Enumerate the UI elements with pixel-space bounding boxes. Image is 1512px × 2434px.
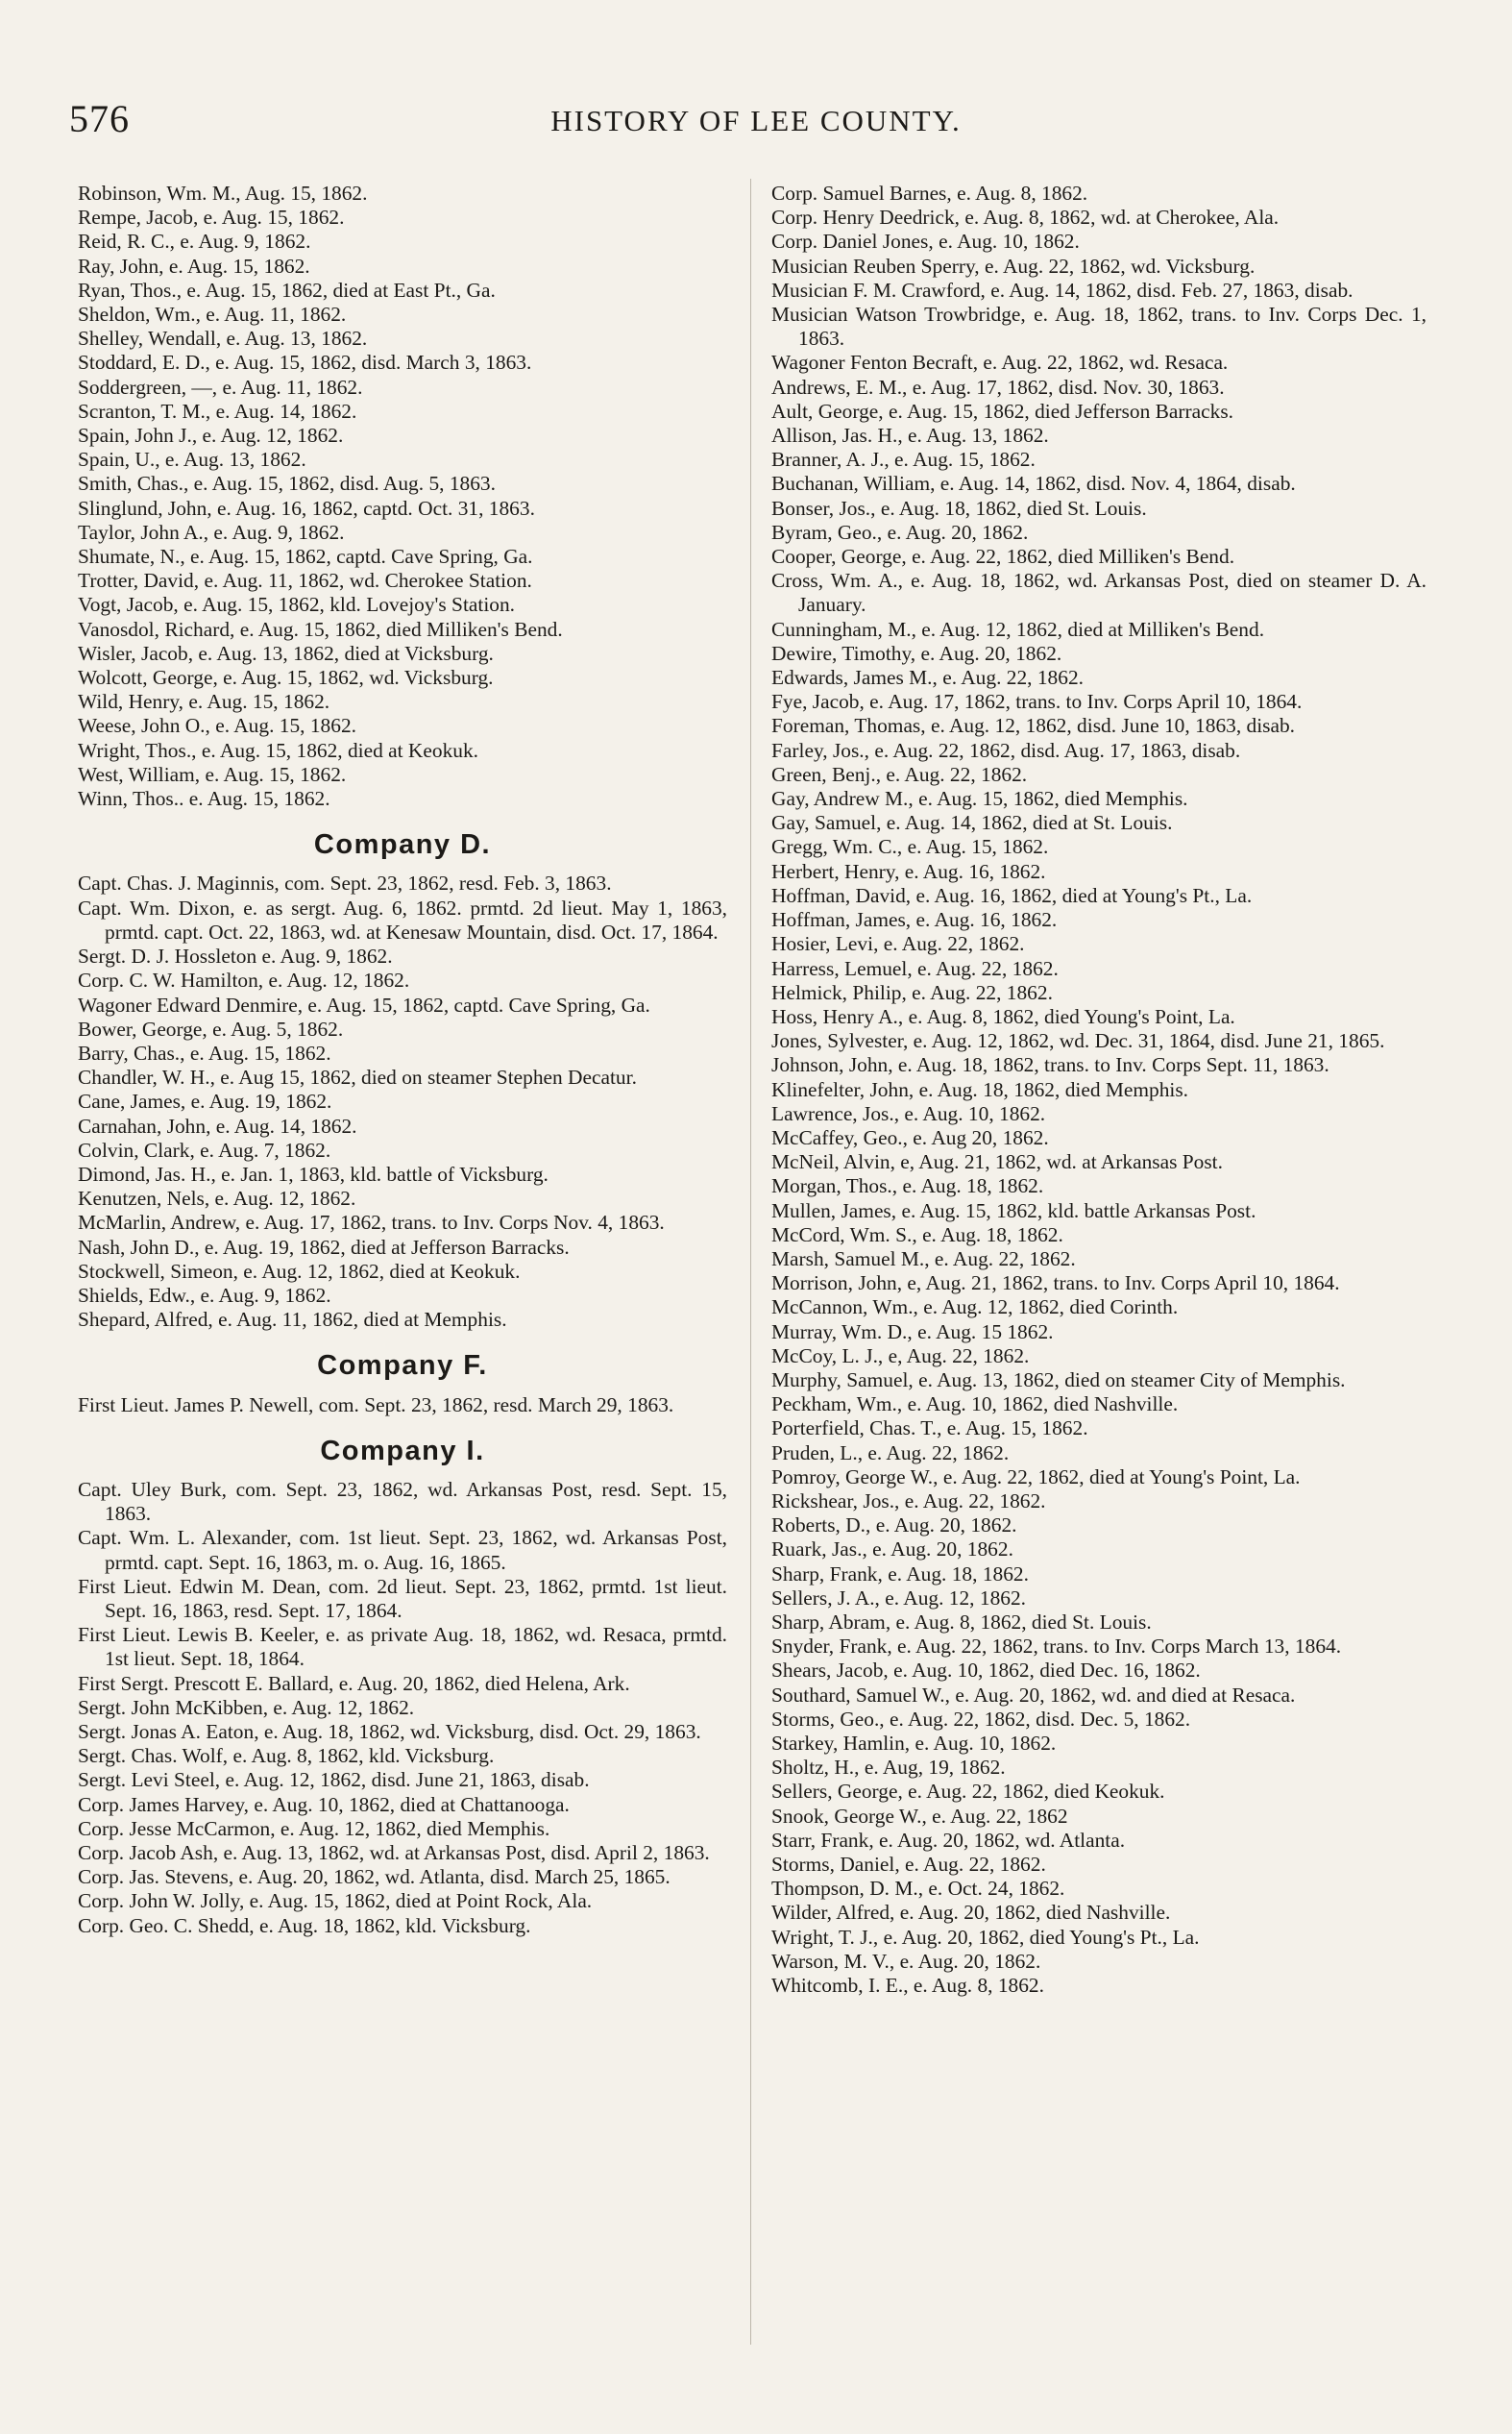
- company-f-roster: [78, 1393, 727, 1417]
- roster-entry: Southard, Samuel W., e. Aug. 20, 1862, wd. and died at Resaca.: [771, 1683, 1296, 1707]
- roster-entry: Cane, James, e. Aug. 19, 1862.: [78, 1090, 332, 1114]
- roster-entry: Ryan, Thos., e. Aug. 15, 1862, died at East Pt., Ga.: [78, 278, 496, 302]
- roster-entry: Wright, T. J., e. Aug. 20, 1862, died Young's Pt., La.: [771, 1925, 1200, 1949]
- roster-entry: Sergt. John McKibben, e. Aug. 12, 1862.: [78, 1695, 415, 1719]
- roster-entry: Shepard, Alfred, e. Aug. 11, 1862, died at Memphis.: [78, 1308, 507, 1332]
- roster-entry: Roberts, D., e. Aug. 20, 1862.: [771, 1513, 1017, 1537]
- roster-entry: Starkey, Hamlin, e. Aug. 10, 1862.: [771, 1732, 1057, 1755]
- roster-entry: Musician F. M. Crawford, e. Aug. 14, 1862, disd. Feb. 27, 1863, disab.: [771, 278, 1353, 302]
- roster-entry: Whitcomb, I. E., e. Aug. 8, 1862.: [771, 1974, 1044, 1998]
- roster-entry: Storms, Geo., e. Aug. 22, 1862, disd. Dec. 5, 1862.: [771, 1707, 1191, 1731]
- roster-entry: Byram, Geo., e. Aug. 20, 1862.: [771, 520, 1029, 544]
- roster-entry: Stockwell, Simeon, e. Aug. 12, 1862, died at Keokuk.: [78, 1259, 521, 1283]
- roster-entry: Starr, Frank, e. Aug. 20, 1862, wd. Atlanta.: [771, 1828, 1126, 1852]
- roster-entry: McMarlin, Andrew, e. Aug. 17, 1862, trans. to Inv. Corps Nov. 4, 1863.: [78, 1211, 665, 1235]
- roster-entry: Bower, George, e. Aug. 5, 1862.: [78, 1017, 344, 1041]
- roster-entry: Porterfield, Chas. T., e. Aug. 15, 1862.: [771, 1416, 1088, 1440]
- roster-entry: McCoy, L. J., e, Aug. 22, 1862.: [771, 1343, 1030, 1367]
- roster-entry: Farley, Jos., e. Aug. 22, 1862, disd. Aug. 17, 1863, disab.: [771, 738, 1241, 762]
- roster-entry: Marsh, Samuel M., e. Aug. 22, 1862.: [771, 1246, 1076, 1270]
- roster-entry: Cooper, George, e. Aug. 22, 1862, died Milliken's Bend.: [771, 545, 1235, 569]
- left-column: [78, 182, 727, 1938]
- company-f-heading: Company F.: [317, 1350, 488, 1382]
- roster-entry: Warson, M. V., e. Aug. 20, 1862.: [771, 1949, 1041, 1973]
- roster-entry: Hoss, Henry A., e. Aug. 8, 1862, died Young's Point, La.: [771, 1004, 1235, 1028]
- roster-entry: Wagoner Edward Denmire, e. Aug. 15, 1862, captd. Cave Spring, Ga.: [78, 993, 650, 1017]
- roster-entry: Ault, George, e. Aug. 15, 1862, died Jefferson Barracks.: [771, 399, 1233, 423]
- roster-entry: Branner, A. J., e. Aug. 15, 1862.: [771, 448, 1036, 472]
- roster-entry: Smith, Chas., e. Aug. 15, 1862, disd. Aug. 5, 1863.: [78, 472, 496, 496]
- roster-entry: Helmick, Philip, e. Aug. 22, 1862.: [771, 980, 1053, 1004]
- roster-entry: Sergt. Jonas A. Eaton, e. Aug. 18, 1862, wd. Vicksburg, disd. Oct. 29, 1863.: [78, 1719, 701, 1743]
- roster-entry: First Lieut. Edwin M. Dean, com. 2d lieut. Sept. 23, 1862, prmtd. 1st lieut. Sept. 16, 1863, resd. Sept. 17, 1864.: [78, 1574, 727, 1622]
- roster-entry: Pomroy, George W., e. Aug. 22, 1862, died at Young's Point, La.: [771, 1464, 1301, 1488]
- roster-entry: Scranton, T. M., e. Aug. 14, 1862.: [78, 399, 357, 423]
- roster-entry: Snook, George W., e. Aug. 22, 1862: [771, 1804, 1068, 1828]
- roster-entry: Ray, John, e. Aug. 15, 1862.: [78, 254, 310, 278]
- roster-entry: Capt. Wm. L. Alexander, com. 1st lieut. Sept. 23, 1862, wd. Arkansas Post, prmtd. capt. Sept. 16, 1863, m. o. Aug. 16, 1865.: [78, 1526, 727, 1574]
- roster-entry: Corp. Jesse McCarmon, e. Aug. 12, 1862, died Memphis.: [78, 1816, 550, 1840]
- roster-entry: Shumate, N., e. Aug. 15, 1862, captd. Cave Spring, Ga.: [78, 545, 533, 569]
- roster-entry: Wild, Henry, e. Aug. 15, 1862.: [78, 690, 330, 714]
- roster-entry: Murray, Wm. D., e. Aug. 15 1862.: [771, 1319, 1054, 1343]
- column-rule: [750, 179, 751, 2345]
- roster-entry: Musician Watson Trowbridge, e. Aug. 18, 1862, trans. to Inv. Corps Dec. 1, 1863.: [771, 303, 1427, 351]
- roster-entry: Hosier, Levi, e. Aug. 22, 1862.: [771, 932, 1025, 956]
- roster-entry: Vanosdol, Richard, e. Aug. 15, 1862, died Milliken's Bend.: [78, 617, 563, 641]
- roster-entry: Wilder, Alfred, e. Aug. 20, 1862, died Nashville.: [771, 1901, 1171, 1925]
- roster-entry: Musician Reuben Sperry, e. Aug. 22, 1862, wd. Vicksburg.: [771, 254, 1256, 278]
- company-i-roster-continued: [771, 182, 1427, 1998]
- roster-entry: Corp. C. W. Hamilton, e. Aug. 12, 1862.: [78, 969, 410, 993]
- roster-entry: Kenutzen, Nels, e. Aug. 12, 1862.: [78, 1187, 356, 1211]
- roster-entry: Sergt. Levi Steel, e. Aug. 12, 1862, disd. June 21, 1863, disab.: [78, 1768, 590, 1792]
- roster-entry: Gay, Andrew M., e. Aug. 15, 1862, died Memphis.: [771, 787, 1188, 811]
- roster-entry: Stoddard, E. D., e. Aug. 15, 1862, disd. March 3, 1863.: [78, 351, 532, 375]
- roster-entry: Dewire, Timothy, e. Aug. 20, 1862.: [771, 641, 1062, 665]
- roster-entry: Slinglund, John, e. Aug. 16, 1862, captd. Oct. 31, 1863.: [78, 496, 535, 520]
- roster-entry: Edwards, James M., e. Aug. 22, 1862.: [771, 666, 1084, 690]
- roster-entry: Wagoner Fenton Becraft, e. Aug. 22, 1862, wd. Resaca.: [771, 351, 1229, 375]
- roster-entry: Green, Benj., e. Aug. 22, 1862.: [771, 762, 1028, 786]
- roster-entry: Herbert, Henry, e. Aug. 16, 1862.: [771, 859, 1046, 883]
- roster-entry: West, William, e. Aug. 15, 1862.: [78, 762, 347, 786]
- roster-entry: Corp. Jacob Ash, e. Aug. 13, 1862, wd. at Arkansas Post, disd. April 2, 1863.: [78, 1841, 710, 1864]
- roster-entry: Dimond, Jas. H., e. Jan. 1, 1863, kld. battle of Vicksburg.: [78, 1162, 549, 1186]
- roster-entry: Murphy, Samuel, e. Aug. 13, 1862, died on steamer City of Memphis.: [771, 1367, 1346, 1391]
- continued-roster: [78, 182, 727, 811]
- roster-entry: Cross, Wm. A., e. Aug. 18, 1862, wd. Arkansas Post, died on steamer D. A. January.: [771, 569, 1427, 617]
- roster-entry: Corp. Geo. C. Shedd, e. Aug. 18, 1862, kld. Vicksburg.: [78, 1913, 531, 1937]
- roster-entry: Snyder, Frank, e. Aug. 22, 1862, trans. to Inv. Corps March 13, 1864.: [771, 1635, 1342, 1659]
- roster-entry: Bonser, Jos., e. Aug. 18, 1862, died St. Louis.: [771, 496, 1147, 520]
- roster-entry: First Lieut. Lewis B. Keeler, e. as private Aug. 18, 1862, wd. Resaca, prmtd. 1st lieut. Sept. 18, 1864.: [78, 1623, 727, 1671]
- roster-entry: Morrison, John, e, Aug. 21, 1862, trans. to Inv. Corps April 10, 1864.: [771, 1271, 1340, 1295]
- roster-entry: Trotter, David, e. Aug. 11, 1862, wd. Cherokee Station.: [78, 569, 532, 593]
- roster-entry: Nash, John D., e. Aug. 19, 1862, died at Jefferson Barracks.: [78, 1235, 570, 1259]
- roster-entry: Shelley, Wendall, e. Aug. 13, 1862.: [78, 327, 368, 351]
- roster-entry: Spain, U., e. Aug. 13, 1862.: [78, 448, 306, 472]
- roster-entry: Jones, Sylvester, e. Aug. 12, 1862, wd. Dec. 31, 1864, disd. June 21, 1865.: [771, 1029, 1385, 1053]
- roster-entry: Cunningham, M., e. Aug. 12, 1862, died at Milliken's Bend.: [771, 617, 1265, 641]
- roster-entry: Thompson, D. M., e. Oct. 24, 1862.: [771, 1877, 1065, 1901]
- roster-entry: Johnson, John, e. Aug. 18, 1862, trans. to Inv. Corps Sept. 11, 1863.: [771, 1053, 1329, 1077]
- roster-entry: Andrews, E. M., e. Aug. 17, 1862, disd. Nov. 30, 1863.: [771, 375, 1225, 399]
- roster-entry: First Sergt. Prescott E. Ballard, e. Aug. 20, 1862, died Helena, Ark.: [78, 1671, 630, 1695]
- roster-entry: Corp. Daniel Jones, e. Aug. 10, 1862.: [771, 230, 1080, 254]
- running-head: HISTORY OF LEE COUNTY.: [550, 104, 962, 137]
- roster-entry: Sharp, Abram, e. Aug. 8, 1862, died St. Louis.: [771, 1610, 1152, 1634]
- roster-entry: Wright, Thos., e. Aug. 15, 1862, died at Keokuk.: [78, 738, 479, 762]
- roster-entry: Storms, Daniel, e. Aug. 22, 1862.: [771, 1853, 1046, 1877]
- roster-entry: Klinefelter, John, e. Aug. 18, 1862, died Memphis.: [771, 1077, 1189, 1101]
- roster-entry: Morgan, Thos., e. Aug. 18, 1862.: [771, 1174, 1044, 1198]
- roster-entry: First Lieut. James P. Newell, com. Sept. 23, 1862, resd. March 29, 1863.: [78, 1392, 674, 1416]
- roster-entry: McCaffey, Geo., e. Aug 20, 1862.: [771, 1125, 1049, 1149]
- roster-entry: Taylor, John A., e. Aug. 9, 1862.: [78, 520, 345, 544]
- roster-entry: McNeil, Alvin, e, Aug. 21, 1862, wd. at Arkansas Post.: [771, 1150, 1223, 1174]
- roster-entry: Barry, Chas., e. Aug. 15, 1862.: [78, 1041, 331, 1065]
- roster-entry: Fye, Jacob, e. Aug. 17, 1862, trans. to Inv. Corps April 10, 1864.: [771, 690, 1303, 714]
- roster-entry: Weese, John O., e. Aug. 15, 1862.: [78, 714, 356, 738]
- roster-entry: Spain, John J., e. Aug. 12, 1862.: [78, 424, 344, 448]
- roster-entry: Gay, Samuel, e. Aug. 14, 1862, died at St. Louis.: [771, 811, 1173, 835]
- roster-entry: Harress, Lemuel, e. Aug. 22, 1862.: [771, 956, 1059, 980]
- roster-entry: Corp. Henry Deedrick, e. Aug. 8, 1862, wd. at Cherokee, Ala.: [771, 206, 1280, 230]
- company-i-heading: Company I.: [320, 1435, 485, 1466]
- roster-entry: Shears, Jacob, e. Aug. 10, 1862, died Dec. 16, 1862.: [771, 1659, 1201, 1683]
- roster-entry: Vogt, Jacob, e. Aug. 15, 1862, kld. Lovejoy's Station.: [78, 593, 516, 617]
- roster-entry: Capt. Wm. Dixon, e. as sergt. Aug. 6, 1862. prmtd. 2d lieut. May 1, 1863, prmtd. capt. Oct. 22, 1863, wd. at Kenesaw Mountain, disd. Oct. 17, 1864.: [78, 896, 727, 944]
- roster-entry: Corp. Samuel Barnes, e. Aug. 8, 1862.: [771, 182, 1088, 205]
- roster-entry: Sergt. D. J. Hossleton e. Aug. 9, 1862.: [78, 945, 393, 969]
- roster-entry: Wisler, Jacob, e. Aug. 13, 1862, died at Vicksburg.: [78, 641, 494, 665]
- company-d-heading: Company D.: [313, 829, 492, 861]
- roster-entry: Rempe, Jacob, e. Aug. 15, 1862.: [78, 206, 345, 230]
- roster-entry: Lawrence, Jos., e. Aug. 10, 1862.: [771, 1101, 1046, 1125]
- roster-entry: Peckham, Wm., e. Aug. 10, 1862, died Nashville.: [771, 1392, 1179, 1416]
- roster-entry: Corp. Jas. Stevens, e. Aug. 20, 1862, wd. Atlanta, disd. March 25, 1865.: [78, 1865, 671, 1889]
- roster-entry: Sheldon, Wm., e. Aug. 11, 1862.: [78, 303, 347, 327]
- page-number: 576: [69, 97, 130, 140]
- roster-entry: Hoffman, David, e. Aug. 16, 1862, died at Young's Pt., La.: [771, 883, 1253, 907]
- roster-entry: Buchanan, William, e. Aug. 14, 1862, disd. Nov. 4, 1864, disab.: [771, 472, 1296, 496]
- roster-entry: Capt. Chas. J. Maginnis, com. Sept. 23, 1862, resd. Feb. 3, 1863.: [78, 872, 612, 896]
- roster-entry: Sellers, J. A., e. Aug. 12, 1862.: [771, 1586, 1027, 1610]
- roster-entry: McCord, Wm. S., e. Aug. 18, 1862.: [771, 1222, 1063, 1246]
- roster-entry: Winn, Thos.. e. Aug. 15, 1862.: [78, 787, 330, 811]
- roster-entry: Corp. James Harvey, e. Aug. 10, 1862, died at Chattanooga.: [78, 1792, 570, 1816]
- company-i-roster: [78, 1478, 727, 1938]
- roster-entry: Sholtz, H., e. Aug, 19, 1862.: [771, 1756, 1006, 1780]
- roster-entry: Sharp, Frank, e. Aug. 18, 1862.: [771, 1561, 1029, 1586]
- roster-entry: Foreman, Thomas, e. Aug. 12, 1862, disd. June 10, 1863, disab.: [771, 714, 1296, 738]
- roster-entry: Rickshear, Jos., e. Aug. 22, 1862.: [771, 1488, 1046, 1512]
- roster-entry: Pruden, L., e. Aug. 22, 1862.: [771, 1440, 1010, 1464]
- roster-entry: Shields, Edw., e. Aug. 9, 1862.: [78, 1283, 331, 1307]
- roster-entry: Robinson, Wm. M., Aug. 15, 1862.: [78, 182, 368, 205]
- roster-entry: Allison, Jas. H., e. Aug. 13, 1862.: [771, 424, 1049, 448]
- roster-entry: Soddergreen, —, e. Aug. 11, 1862.: [78, 375, 363, 399]
- roster-entry: Sergt. Chas. Wolf, e. Aug. 8, 1862, kld. Vicksburg.: [78, 1744, 495, 1768]
- roster-entry: McCannon, Wm., e. Aug. 12, 1862, died Corinth.: [771, 1295, 1179, 1319]
- company-d-roster: [78, 872, 727, 1332]
- roster-entry: Gregg, Wm. C., e. Aug. 15, 1862.: [771, 835, 1049, 859]
- roster-entry: Capt. Uley Burk, com. Sept. 23, 1862, wd. Arkansas Post, resd. Sept. 15, 1863.: [78, 1477, 727, 1526]
- roster-entry: Hoffman, James, e. Aug. 16, 1862.: [771, 908, 1058, 932]
- roster-entry: Reid, R. C., e. Aug. 9, 1862.: [78, 230, 311, 254]
- roster-entry: Corp. John W. Jolly, e. Aug. 15, 1862, died at Point Rock, Ala.: [78, 1889, 593, 1913]
- roster-entry: Carnahan, John, e. Aug. 14, 1862.: [78, 1114, 357, 1138]
- roster-entry: Colvin, Clark, e. Aug. 7, 1862.: [78, 1138, 331, 1162]
- roster-entry: Ruark, Jas., e. Aug. 20, 1862.: [771, 1537, 1013, 1561]
- right-column: [771, 182, 1427, 1998]
- roster-entry: Mullen, James, e. Aug. 15, 1862, kld. battle Arkansas Post.: [771, 1198, 1256, 1222]
- roster-entry: Wolcott, George, e. Aug. 15, 1862, wd. Vicksburg.: [78, 666, 494, 690]
- roster-entry: Chandler, W. H., e. Aug 15, 1862, died on steamer Stephen Decatur.: [78, 1066, 637, 1090]
- roster-entry: Sellers, George, e. Aug. 22, 1862, died Keokuk.: [771, 1780, 1165, 1804]
